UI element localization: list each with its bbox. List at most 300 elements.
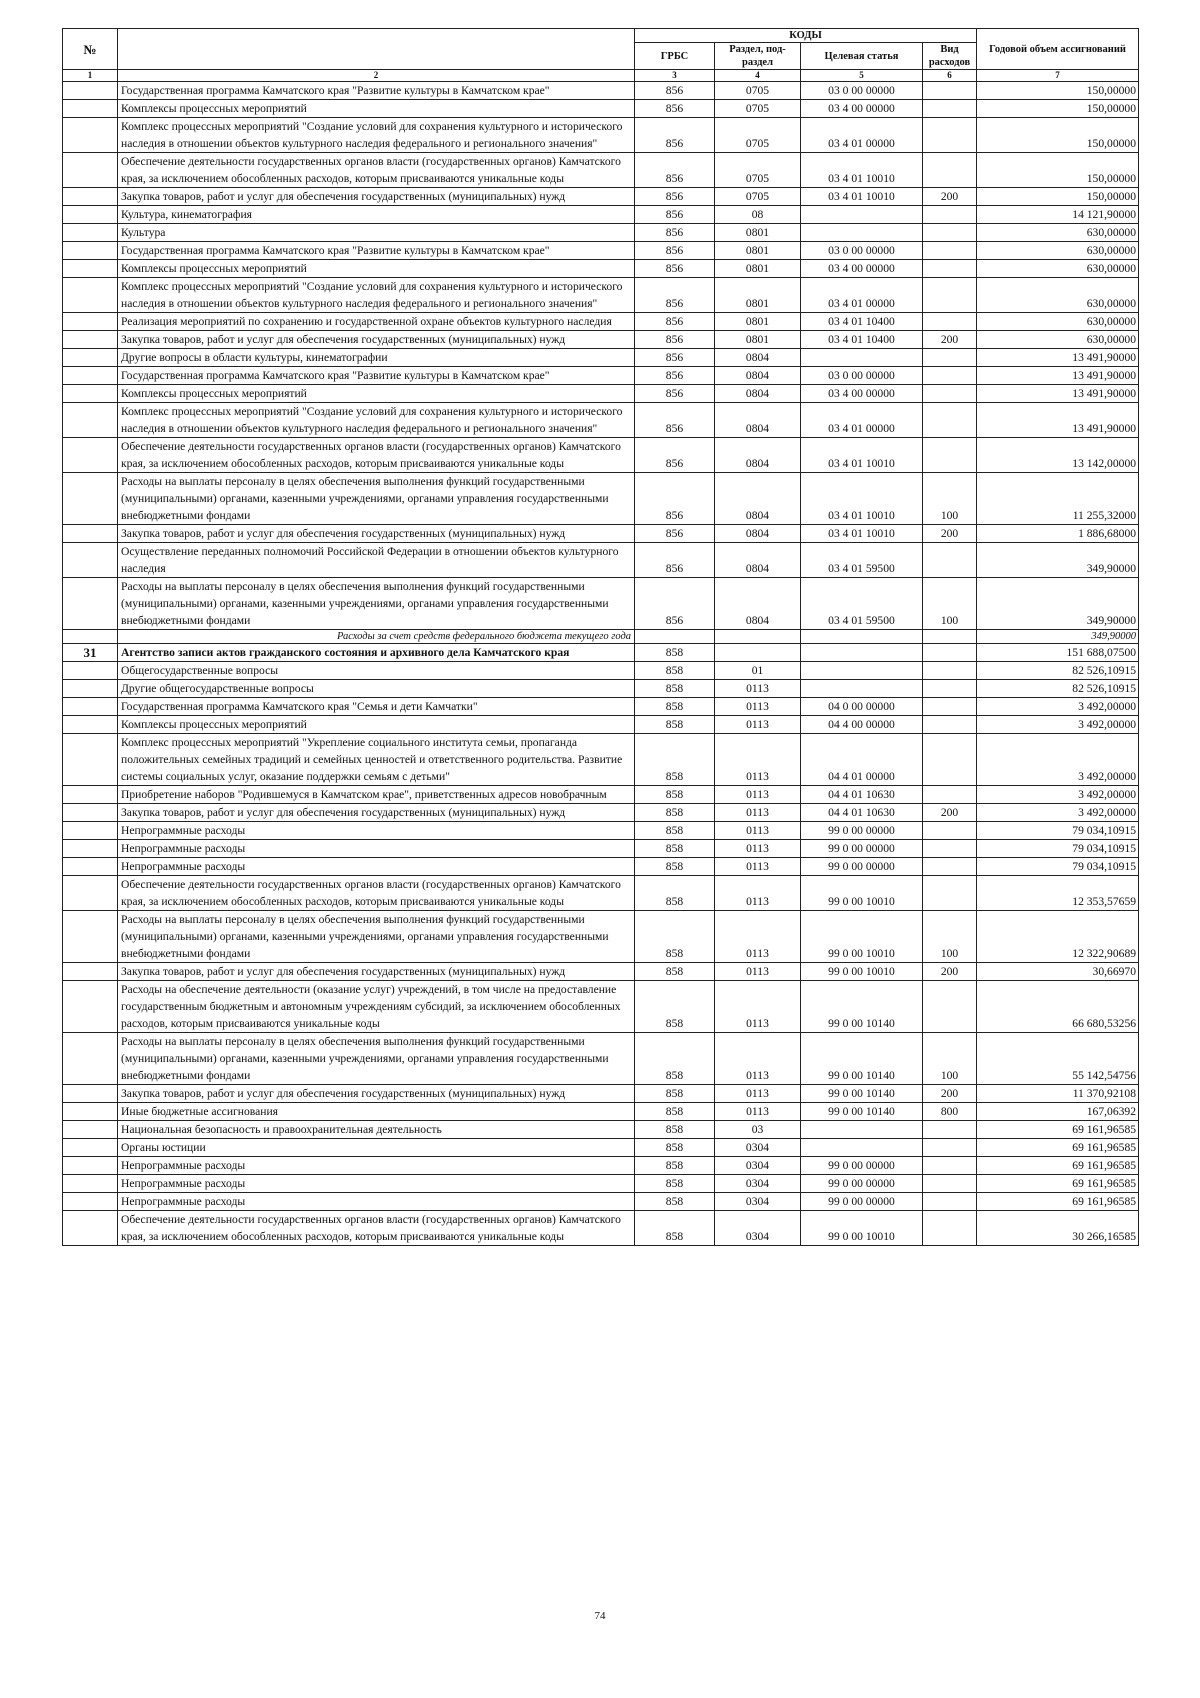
- row-target: 99 0 00 10140: [801, 1033, 923, 1085]
- table-row: [63, 734, 1139, 786]
- table-row: [63, 543, 1139, 578]
- row-grbs: 858: [635, 911, 715, 963]
- row-number: [63, 242, 118, 260]
- row-razdel: 0113: [715, 858, 801, 876]
- row-name: Непрограммные расходы: [118, 840, 635, 858]
- row-razdel: 0801: [715, 242, 801, 260]
- table-row: [63, 644, 1139, 662]
- row-name: Закупка товаров, работ и услуг для обеспечения государственных (муниципальных) нужд: [118, 963, 635, 981]
- row-grbs: 856: [635, 349, 715, 367]
- row-name: Государственная программа Камчатского края "Семья и дети Камчатки": [118, 698, 635, 716]
- row-grbs: 858: [635, 680, 715, 698]
- row-target: 03 4 01 00000: [801, 278, 923, 313]
- row-razdel: 0705: [715, 100, 801, 118]
- row-razdel: 0804: [715, 543, 801, 578]
- table-row: [63, 1193, 1139, 1211]
- table-row: [63, 630, 1139, 644]
- budget-table: [62, 28, 1139, 1246]
- row-target: 03 4 01 10010: [801, 438, 923, 473]
- table-row: [63, 1033, 1139, 1085]
- row-vid: [923, 403, 977, 438]
- row-number: [63, 153, 118, 188]
- table-header: [63, 29, 1139, 82]
- row-amount: 349,90000: [977, 578, 1139, 630]
- row-grbs: [635, 630, 715, 644]
- row-amount: 69 161,96585: [977, 1175, 1139, 1193]
- row-amount: 150,00000: [977, 188, 1139, 206]
- row-number: [63, 963, 118, 981]
- row-name: Культура: [118, 224, 635, 242]
- row-target: 99 0 00 10010: [801, 911, 923, 963]
- row-grbs: 856: [635, 473, 715, 525]
- row-number: [63, 1157, 118, 1175]
- row-number: [63, 349, 118, 367]
- row-name: Закупка товаров, работ и услуг для обеспечения государственных (муниципальных) нужд: [118, 804, 635, 822]
- row-grbs: 858: [635, 1211, 715, 1246]
- table-row: [63, 662, 1139, 680]
- column-number: 7: [977, 70, 1139, 82]
- row-target: [801, 1121, 923, 1139]
- row-name: Расходы на выплаты персоналу в целях обеспечения выполнения функций государственными (муниципальными) органами, казенными учреждениями, органами управления государственными внебюджетными фондами: [118, 911, 635, 963]
- row-number: [63, 822, 118, 840]
- row-amount: 69 161,96585: [977, 1139, 1139, 1157]
- table-row: [63, 118, 1139, 153]
- header-vid: Вид расходов: [923, 43, 977, 70]
- row-grbs: 856: [635, 403, 715, 438]
- row-vid: [923, 858, 977, 876]
- table-row: [63, 840, 1139, 858]
- row-name: Агентство записи актов гражданского состояния и архивного дела Камчатского края: [118, 644, 635, 662]
- row-target: 99 0 00 10140: [801, 1103, 923, 1121]
- row-razdel: 08: [715, 206, 801, 224]
- row-name: Расходы на выплаты персоналу в целях обеспечения выполнения функций государственными (муниципальными) органами, казенными учреждениями, органами управления государственными внебюджетными фондами: [118, 473, 635, 525]
- row-target: [801, 224, 923, 242]
- row-number: [63, 100, 118, 118]
- row-vid: [923, 630, 977, 644]
- row-grbs: 856: [635, 100, 715, 118]
- row-razdel: 0304: [715, 1193, 801, 1211]
- table-row: [63, 473, 1139, 525]
- table-row: [63, 822, 1139, 840]
- table-row: [63, 349, 1139, 367]
- table-row: [63, 260, 1139, 278]
- row-vid: [923, 1211, 977, 1246]
- table-row: [63, 1121, 1139, 1139]
- row-amount: 13 491,90000: [977, 349, 1139, 367]
- row-number: [63, 716, 118, 734]
- column-number: 4: [715, 70, 801, 82]
- row-amount: 150,00000: [977, 100, 1139, 118]
- row-vid: [923, 840, 977, 858]
- row-name: Закупка товаров, работ и услуг для обеспечения государственных (муниципальных) нужд: [118, 525, 635, 543]
- row-number: [63, 1033, 118, 1085]
- row-vid: [923, 100, 977, 118]
- table-row: [63, 100, 1139, 118]
- row-razdel: 0705: [715, 153, 801, 188]
- row-vid: 200: [923, 525, 977, 543]
- row-target: 03 4 01 10010: [801, 473, 923, 525]
- row-number: [63, 1085, 118, 1103]
- table-row: [63, 278, 1139, 313]
- row-grbs: 858: [635, 963, 715, 981]
- row-vid: 100: [923, 578, 977, 630]
- row-number: [63, 786, 118, 804]
- row-target: 03 4 00 00000: [801, 385, 923, 403]
- row-target: 99 0 00 10010: [801, 876, 923, 911]
- table-row: [63, 698, 1139, 716]
- row-number: [63, 367, 118, 385]
- row-number: [63, 543, 118, 578]
- row-target: 04 4 00 00000: [801, 716, 923, 734]
- header-no: №: [63, 29, 118, 70]
- row-grbs: 858: [635, 1103, 715, 1121]
- row-vid: [923, 349, 977, 367]
- row-number: [63, 118, 118, 153]
- row-amount: 150,00000: [977, 118, 1139, 153]
- row-number: [63, 331, 118, 349]
- row-razdel: 0801: [715, 278, 801, 313]
- page-number: 74: [594, 1610, 606, 1622]
- row-grbs: 858: [635, 1175, 715, 1193]
- row-amount: 3 492,00000: [977, 804, 1139, 822]
- row-amount: 12 353,57659: [977, 876, 1139, 911]
- row-razdel: 0804: [715, 473, 801, 525]
- row-vid: 800: [923, 1103, 977, 1121]
- row-grbs: 858: [635, 1157, 715, 1175]
- table-row: [63, 858, 1139, 876]
- row-target: [801, 630, 923, 644]
- row-grbs: 858: [635, 734, 715, 786]
- column-number: 2: [118, 70, 635, 82]
- row-number: [63, 82, 118, 100]
- row-target: [801, 1139, 923, 1157]
- row-number: [63, 188, 118, 206]
- table-row: [63, 716, 1139, 734]
- row-target: 99 0 00 10010: [801, 963, 923, 981]
- row-amount: 55 142,54756: [977, 1033, 1139, 1085]
- row-number: [63, 981, 118, 1033]
- row-vid: [923, 680, 977, 698]
- row-amount: 11 370,92108: [977, 1085, 1139, 1103]
- row-name: Обеспечение деятельности государственных органов власти (государственных органов) Камчатского края, за исключением обособленных расходов, которым присваиваются уникальные коды: [118, 153, 635, 188]
- row-vid: [923, 1193, 977, 1211]
- column-number: 1: [63, 70, 118, 82]
- row-vid: 200: [923, 1085, 977, 1103]
- row-amount: 82 526,10915: [977, 680, 1139, 698]
- row-razdel: 0804: [715, 349, 801, 367]
- row-number: [63, 1193, 118, 1211]
- row-vid: [923, 438, 977, 473]
- row-name: Реализация мероприятий по сохранению и государственной охране объектов культурного наследия: [118, 313, 635, 331]
- row-number: [63, 473, 118, 525]
- table-row: [63, 981, 1139, 1033]
- row-razdel: 0801: [715, 260, 801, 278]
- row-name: Государственная программа Камчатского края "Развитие культуры в Камчатском крае": [118, 367, 635, 385]
- row-target: 99 0 00 00000: [801, 1157, 923, 1175]
- table-row: [63, 1175, 1139, 1193]
- column-number-row: [63, 70, 1139, 82]
- table-row: [63, 82, 1139, 100]
- row-vid: [923, 206, 977, 224]
- row-grbs: 856: [635, 525, 715, 543]
- row-target: [801, 644, 923, 662]
- row-grbs: 856: [635, 385, 715, 403]
- column-number: 5: [801, 70, 923, 82]
- row-razdel: 0705: [715, 118, 801, 153]
- table-row: [63, 385, 1139, 403]
- row-vid: 200: [923, 331, 977, 349]
- row-razdel: 0801: [715, 331, 801, 349]
- row-name: Комплексы процессных мероприятий: [118, 260, 635, 278]
- row-number: [63, 313, 118, 331]
- row-name: Другие общегосударственные вопросы: [118, 680, 635, 698]
- row-vid: [923, 644, 977, 662]
- row-number: [63, 260, 118, 278]
- row-amount: 66 680,53256: [977, 981, 1139, 1033]
- row-amount: 630,00000: [977, 260, 1139, 278]
- table-row: [63, 188, 1139, 206]
- row-razdel: 0304: [715, 1175, 801, 1193]
- row-vid: [923, 1139, 977, 1157]
- row-grbs: 858: [635, 698, 715, 716]
- row-vid: [923, 118, 977, 153]
- row-name: Другие вопросы в области культуры, кинематографии: [118, 349, 635, 367]
- row-number: [63, 525, 118, 543]
- row-vid: [923, 242, 977, 260]
- row-amount: 3 492,00000: [977, 698, 1139, 716]
- row-amount: 349,90000: [977, 543, 1139, 578]
- row-target: 03 4 01 00000: [801, 403, 923, 438]
- row-target: 03 4 00 00000: [801, 100, 923, 118]
- row-name: Комплекс процессных мероприятий "Создание условий для сохранения культурного и исторического наследия в отношении объектов культурного наследия федерального и регионального значения": [118, 403, 635, 438]
- row-vid: [923, 1157, 977, 1175]
- row-name: Расходы на выплаты персоналу в целях обеспечения выполнения функций государственными (муниципальными) органами, казенными учреждениями, органами управления государственными внебюджетными фондами: [118, 578, 635, 630]
- row-number: [63, 630, 118, 644]
- row-razdel: 0113: [715, 963, 801, 981]
- row-grbs: 856: [635, 242, 715, 260]
- row-vid: [923, 153, 977, 188]
- row-target: 03 4 00 00000: [801, 260, 923, 278]
- table-row: [63, 680, 1139, 698]
- row-vid: [923, 698, 977, 716]
- row-number: [63, 858, 118, 876]
- row-number: [63, 876, 118, 911]
- table-row: [63, 331, 1139, 349]
- row-number: [63, 1121, 118, 1139]
- table-row: [63, 876, 1139, 911]
- row-grbs: 858: [635, 840, 715, 858]
- row-grbs: 856: [635, 367, 715, 385]
- row-razdel: 0705: [715, 82, 801, 100]
- row-name: Комплексы процессных мероприятий: [118, 100, 635, 118]
- row-razdel: 0113: [715, 981, 801, 1033]
- row-target: 99 0 00 10140: [801, 1085, 923, 1103]
- row-amount: 12 322,90689: [977, 911, 1139, 963]
- row-target: [801, 680, 923, 698]
- row-amount: 30 266,16585: [977, 1211, 1139, 1246]
- table-row: [63, 786, 1139, 804]
- row-number: [63, 385, 118, 403]
- row-razdel: 0113: [715, 1085, 801, 1103]
- row-name: Комплексы процессных мероприятий: [118, 385, 635, 403]
- table-row: [63, 1157, 1139, 1175]
- row-razdel: 0113: [715, 1103, 801, 1121]
- row-vid: [923, 662, 977, 680]
- row-name: Приобретение наборов "Родившемуся в Камчатском крае", приветственных адресов новобрачным: [118, 786, 635, 804]
- row-number: [63, 804, 118, 822]
- row-amount: 11 255,32000: [977, 473, 1139, 525]
- table-row: [63, 313, 1139, 331]
- row-name: Осуществление переданных полномочий Российской Федерации в отношении объектов культурного наследия: [118, 543, 635, 578]
- row-name: Комплексы процессных мероприятий: [118, 716, 635, 734]
- row-amount: 13 491,90000: [977, 403, 1139, 438]
- row-amount: 151 688,07500: [977, 644, 1139, 662]
- row-number: 31: [63, 644, 118, 662]
- row-vid: [923, 385, 977, 403]
- row-vid: 200: [923, 188, 977, 206]
- row-amount: 69 161,96585: [977, 1157, 1139, 1175]
- row-name: Расходы на выплаты персоналу в целях обеспечения выполнения функций государственными (муниципальными) органами, казенными учреждениями, органами управления государственными внебюджетными фондами: [118, 1033, 635, 1085]
- row-razdel: 0113: [715, 840, 801, 858]
- row-vid: 100: [923, 911, 977, 963]
- row-grbs: 858: [635, 786, 715, 804]
- row-razdel: 0113: [715, 822, 801, 840]
- column-number: 6: [923, 70, 977, 82]
- row-name: Закупка товаров, работ и услуг для обеспечения государственных (муниципальных) нужд: [118, 188, 635, 206]
- row-amount: 630,00000: [977, 242, 1139, 260]
- row-name: Непрограммные расходы: [118, 1157, 635, 1175]
- row-amount: 630,00000: [977, 313, 1139, 331]
- row-grbs: 856: [635, 438, 715, 473]
- row-amount: 349,90000: [977, 630, 1139, 644]
- row-grbs: 858: [635, 804, 715, 822]
- row-grbs: 856: [635, 578, 715, 630]
- row-grbs: 856: [635, 278, 715, 313]
- row-razdel: 01: [715, 662, 801, 680]
- row-target: 99 0 00 10140: [801, 981, 923, 1033]
- row-vid: [923, 543, 977, 578]
- row-name: Национальная безопасность и правоохранительная деятельность: [118, 1121, 635, 1139]
- row-amount: 630,00000: [977, 224, 1139, 242]
- row-target: 99 0 00 00000: [801, 840, 923, 858]
- row-grbs: 858: [635, 858, 715, 876]
- row-number: [63, 438, 118, 473]
- row-target: 03 0 00 00000: [801, 367, 923, 385]
- table-row: [63, 206, 1139, 224]
- row-name: Обеспечение деятельности государственных органов власти (государственных органов) Камчатского края, за исключением обособленных расходов, которым присваиваются уникальные коды: [118, 1211, 635, 1246]
- row-target: 03 4 01 59500: [801, 578, 923, 630]
- table-row: [63, 525, 1139, 543]
- row-target: 03 4 01 10010: [801, 153, 923, 188]
- row-number: [63, 734, 118, 786]
- row-amount: 30,66970: [977, 963, 1139, 981]
- row-amount: 3 492,00000: [977, 786, 1139, 804]
- row-amount: 14 121,90000: [977, 206, 1139, 224]
- header-grbs: ГРБС: [635, 43, 715, 70]
- row-target: 04 0 00 00000: [801, 698, 923, 716]
- row-razdel: 0705: [715, 188, 801, 206]
- row-grbs: 856: [635, 153, 715, 188]
- row-name: Расходы за счет средств федерального бюджета текущего года: [118, 630, 635, 644]
- table-row: [63, 963, 1139, 981]
- header-target: Целевая статья: [801, 43, 923, 70]
- row-amount: 13 491,90000: [977, 367, 1139, 385]
- row-target: 99 0 00 00000: [801, 822, 923, 840]
- table-row: [63, 403, 1139, 438]
- row-target: [801, 662, 923, 680]
- row-name: Непрограммные расходы: [118, 822, 635, 840]
- row-target: 99 0 00 00000: [801, 858, 923, 876]
- row-name: Государственная программа Камчатского края "Развитие культуры в Камчатском крае": [118, 242, 635, 260]
- row-grbs: 858: [635, 662, 715, 680]
- row-grbs: 858: [635, 716, 715, 734]
- row-name: Закупка товаров, работ и услуг для обеспечения государственных (муниципальных) нужд: [118, 331, 635, 349]
- row-number: [63, 1139, 118, 1157]
- row-name: Государственная программа Камчатского края "Развитие культуры в Камчатском крае": [118, 82, 635, 100]
- row-razdel: 0113: [715, 1033, 801, 1085]
- row-grbs: 858: [635, 876, 715, 911]
- row-name: Комплекс процессных мероприятий "Создание условий для сохранения культурного и исторического наследия в отношении объектов культурного наследия федерального и регионального значения": [118, 278, 635, 313]
- row-vid: [923, 278, 977, 313]
- row-razdel: 0113: [715, 734, 801, 786]
- column-number: 3: [635, 70, 715, 82]
- row-razdel: 0801: [715, 224, 801, 242]
- row-amount: 1 886,68000: [977, 525, 1139, 543]
- row-vid: [923, 82, 977, 100]
- row-amount: 82 526,10915: [977, 662, 1139, 680]
- row-razdel: 0113: [715, 786, 801, 804]
- row-grbs: 856: [635, 260, 715, 278]
- row-razdel: 0801: [715, 313, 801, 331]
- row-target: 03 4 01 10010: [801, 525, 923, 543]
- row-name: Комплекс процессных мероприятий "Укрепление социального института семьи, пропаганда положительных семейных традиций и семейных ценностей и ответственного родительства. Развитие системы социальных услуг, оказание поддержки семьям с детьми": [118, 734, 635, 786]
- row-razdel: 0304: [715, 1139, 801, 1157]
- table-row: [63, 153, 1139, 188]
- row-vid: [923, 786, 977, 804]
- row-vid: [923, 822, 977, 840]
- table-row: [63, 224, 1139, 242]
- table-row: [63, 578, 1139, 630]
- row-grbs: 858: [635, 1121, 715, 1139]
- row-amount: 69 161,96585: [977, 1193, 1139, 1211]
- row-target: 03 0 00 00000: [801, 242, 923, 260]
- row-number: [63, 278, 118, 313]
- row-target: 03 4 01 10010: [801, 188, 923, 206]
- header-razdel: Раздел, под-раздел: [715, 43, 801, 70]
- row-name: Общегосударственные вопросы: [118, 662, 635, 680]
- row-razdel: 03: [715, 1121, 801, 1139]
- table-row: [63, 367, 1139, 385]
- row-number: [63, 224, 118, 242]
- table-row: [63, 1103, 1139, 1121]
- row-grbs: 856: [635, 188, 715, 206]
- row-target: 03 4 01 10400: [801, 313, 923, 331]
- row-name: Комплекс процессных мероприятий "Создание условий для сохранения культурного и исторического наследия в отношении объектов культурного наследия федерального и регионального значения": [118, 118, 635, 153]
- row-amount: 79 034,10915: [977, 858, 1139, 876]
- row-vid: [923, 876, 977, 911]
- row-name: Непрограммные расходы: [118, 858, 635, 876]
- row-vid: 100: [923, 1033, 977, 1085]
- row-grbs: 856: [635, 543, 715, 578]
- row-name: Непрограммные расходы: [118, 1193, 635, 1211]
- row-name: Расходы на обеспечение деятельности (оказание услуг) учреждений, в том числе на предоставление государственным бюджетным и автономным учреждениям субсидий, за исключением обособленных расходов, которым присваиваются уникальные коды: [118, 981, 635, 1033]
- row-grbs: 858: [635, 1033, 715, 1085]
- row-grbs: 856: [635, 224, 715, 242]
- row-number: [63, 698, 118, 716]
- row-vid: [923, 367, 977, 385]
- row-grbs: 858: [635, 981, 715, 1033]
- budget-sheet: [62, 28, 1138, 1246]
